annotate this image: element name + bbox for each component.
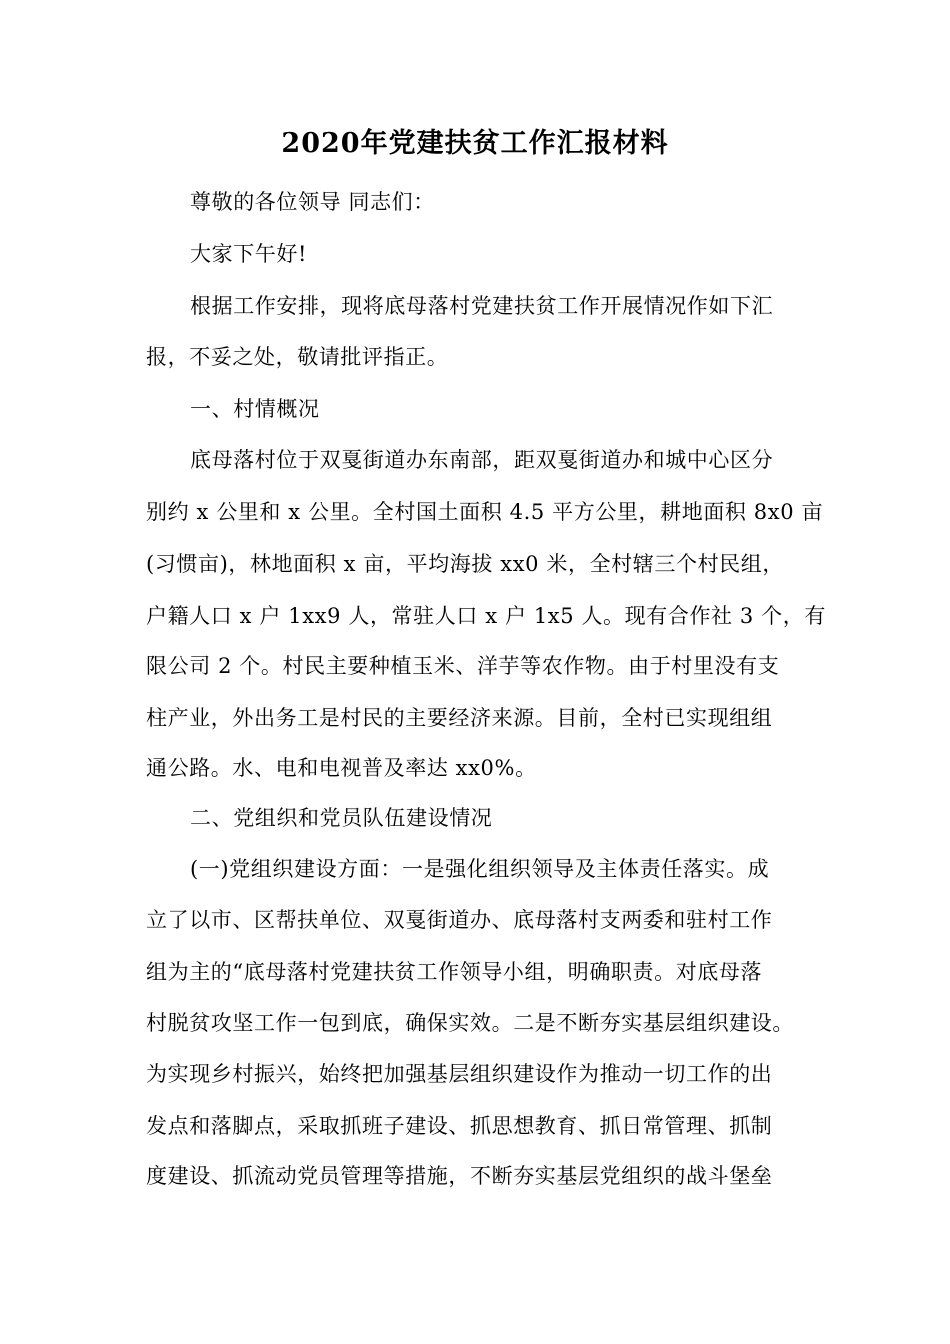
paragraph-line: 村脱贫攻坚工作一包到底，确保实效。二是不断夯实基层组织建设。: [146, 1011, 794, 1035]
paragraph-line: (习惯亩)，林地面积 x 亩，平均海拔 xx0 米，全村辖三个村民组，: [146, 552, 784, 576]
paragraph-line: 通公路。水、电和电视普及率达 xx0%。: [146, 756, 537, 780]
paragraph-line: 为实现乡村振兴，始终把加强基层组织建设作为推动一切工作的出: [146, 1062, 773, 1086]
paragraph-line: 组为主的“底母落村党建扶贫工作领导小组，明确职责。对底母落: [146, 960, 763, 984]
paragraph-line: 度建设、抓流动党员管理等措施，不断夯实基层党组织的战斗堡垒: [146, 1164, 773, 1188]
paragraph-line: 柱产业，外出务工是村民的主要经济来源。目前，全村已实现组组: [146, 706, 773, 730]
section-heading: 二、党组织和党员队伍建设情况: [190, 806, 493, 830]
salutation-line: 尊敬的各位领导 同志们：: [190, 190, 435, 214]
section-heading: 一、村情概况: [190, 397, 320, 421]
paragraph-line: 立了以市、区帮扶单位、双戛街道办、底母落村支两委和驻村工作: [146, 908, 773, 932]
paragraph-line: 别约 x 公里和 x 公里。全村国土面积 4.5 平方公里，耕地面积 8x0 亩: [146, 500, 824, 524]
paragraph-line: 户籍人口 x 户 1xx9 人，常驻人口 x 户 1x5 人。现有合作社 3 个，有: [146, 604, 826, 628]
paragraph-line: 报，不妥之处，敬请批评指正。: [146, 345, 449, 369]
paragraph-line: 根据工作安排，现将底母落村党建扶贫工作开展情况作如下汇: [190, 294, 774, 318]
paragraph-line: 限公司 2 个。村民主要种植玉米、洋芋等农作物。由于村里没有支: [146, 654, 780, 678]
paragraph-line: (一)党组织建设方面：一是强化组织领导及主体责任落实。成: [190, 857, 770, 881]
paragraph-line: 底母落村位于双戛街道办东南部，距双戛街道办和城中心区分: [190, 448, 774, 472]
document-title: 2020年党建扶贫工作汇报材料: [281, 128, 669, 159]
greeting-line: 大家下午好!: [190, 242, 308, 266]
paragraph-line: 发点和落脚点，采取抓班子建设、抓思想教育、抓日常管理、抓制: [146, 1114, 773, 1138]
